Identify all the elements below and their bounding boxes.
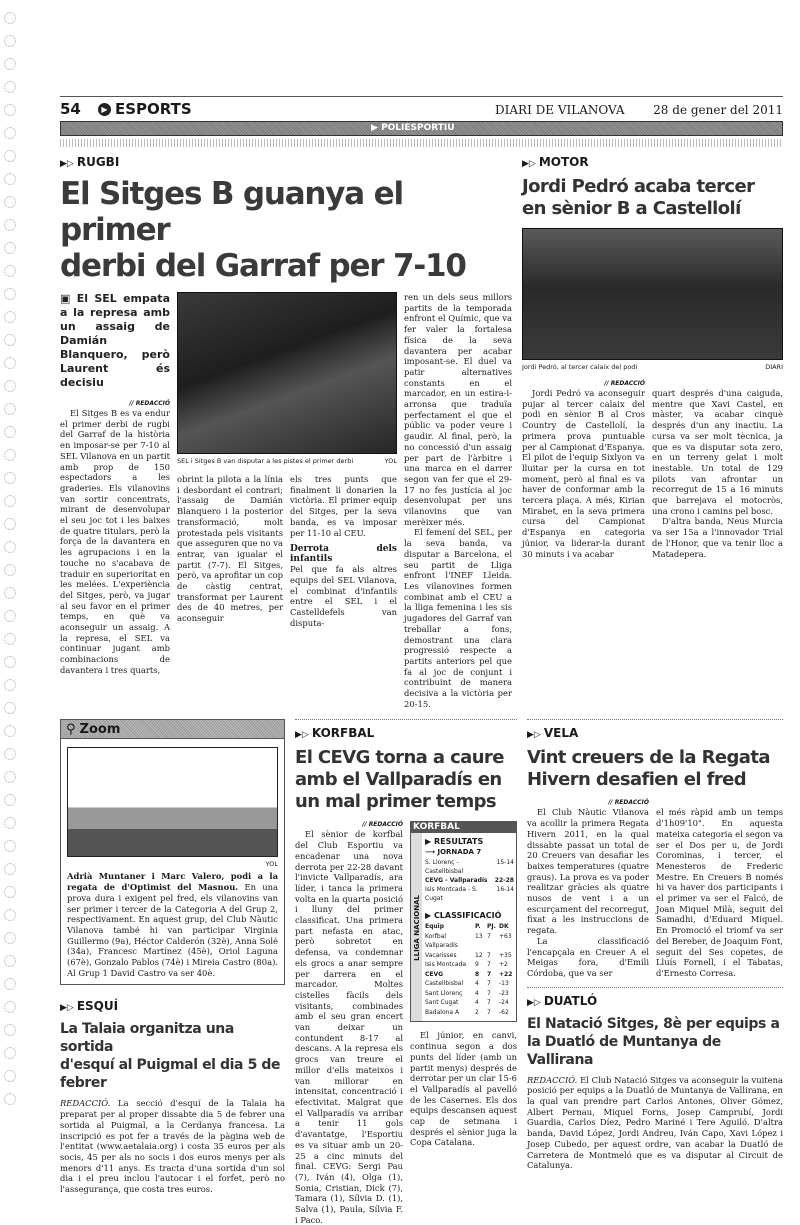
paragraph: Pel que fa als altres equips del SEL Vilanova, el combinat d'infantils entre el SEL i el Castelldefels van disputa- bbox=[290, 564, 397, 628]
double-triangle-icon: ▶▷ bbox=[60, 1003, 74, 1014]
duatlo-body bbox=[527, 1075, 783, 1171]
zoom-photo bbox=[67, 747, 278, 857]
table-body bbox=[411, 833, 516, 1021]
standings-cell: 8 bbox=[475, 970, 480, 978]
standings-cell: +22 bbox=[499, 970, 513, 978]
results-title-text: RESULTATS bbox=[433, 837, 484, 847]
paragraph: El júnior, en canvi, continua segon a dos punts del líder (amb un partit menys) després de derrotar per un clar 15-6 el Vallparadís al pavelló de les Casernes. Els dos equips descansen aquest cap de setmana i després el sènior juga la Copa Catalana. bbox=[410, 1030, 517, 1148]
vela-columns bbox=[527, 799, 783, 978]
paragraph: El Club Nàutic Vilanova va acollir la primera Regata Hivern 2011, en la qual dissabte passat un total de 20 Creuers van desafiar les baixes temperatures (quatre graus). La prova es va poder realitzar gràcies als quatre nusos de vent i a un escurçament del recorregut, fixat a les instruccions de regata. bbox=[527, 807, 649, 936]
headline-line: El Natació Sitges, 8è per equips a bbox=[527, 1015, 780, 1032]
result-score: 22-28 bbox=[494, 877, 514, 885]
kicker-label: ESQUÍ bbox=[76, 999, 119, 1014]
headline-line: d'esquí al Puigmal el dia 5 de febrer bbox=[60, 1057, 281, 1092]
motor-photo-caption bbox=[522, 363, 783, 372]
rugbi-lower-columns bbox=[177, 474, 397, 628]
zoom-header bbox=[61, 720, 284, 739]
binder-hole bbox=[4, 242, 16, 254]
binder-hole bbox=[4, 955, 16, 967]
headline-line: un mal primer temps bbox=[295, 791, 497, 813]
motor-col1 bbox=[522, 380, 645, 559]
rugbi-middle bbox=[177, 292, 397, 709]
column-header: P. bbox=[475, 923, 481, 931]
binder-hole bbox=[4, 35, 16, 47]
binder-hole bbox=[4, 610, 16, 622]
standings-cell: +2 bbox=[499, 961, 508, 969]
lead: REDACCIÓ. bbox=[60, 1098, 111, 1109]
top-row bbox=[60, 155, 783, 709]
standings-cell: 7 bbox=[487, 980, 491, 988]
paragraph: El Sitges B es va endur el primer derbi de rugbi del Garraf de la història en imposar-se per 7-10 al SEL Vilanova en un partit amb prop de 150 espectadors a les graderies. Els vilanovins van sortir concentrats, mirant de desenvolupar el seu joc tot i les baixes de quatre titulars, però la força de la davantera en les agrupacions i en la touche no s'acabava de traduir en superioritat en les melées. L'experiència del Sitges, però, va jugar al seu favor en el primer temps, en què va aconseguir un assaig. A la represa, el SEL va continuar jugant amb combinacions de davantera i tres quarts, bbox=[60, 408, 170, 675]
zoom-content bbox=[61, 739, 284, 984]
standings-team: Isis Montcada bbox=[425, 961, 467, 969]
standings-team: Korfbal Vallparadís bbox=[425, 932, 458, 950]
motor-headline bbox=[522, 176, 783, 220]
result-row bbox=[425, 876, 514, 885]
play-icon: ▶ bbox=[371, 123, 382, 133]
photo-credit: YOL bbox=[384, 457, 397, 465]
results-title bbox=[425, 837, 514, 846]
photo-credit: DIARI bbox=[765, 363, 783, 371]
binder-hole bbox=[4, 357, 16, 369]
binder-hole bbox=[4, 58, 16, 70]
rugbi-photo-caption bbox=[177, 457, 397, 466]
bottom-row bbox=[60, 719, 783, 1225]
dotted-divider bbox=[527, 987, 783, 988]
binder-hole bbox=[4, 1024, 16, 1036]
binder-hole bbox=[4, 1001, 16, 1013]
section-label: ESPORTS bbox=[115, 100, 192, 118]
kicker-rugbi bbox=[60, 155, 512, 172]
binder-hole bbox=[4, 288, 16, 300]
zoom-label: Zoom bbox=[79, 721, 121, 737]
standings-cell: -23 bbox=[499, 989, 509, 997]
headline-line: Jordi Pedró acaba tercer bbox=[522, 176, 755, 197]
table-content bbox=[422, 833, 516, 1021]
rugbi-article bbox=[60, 155, 512, 709]
binder-hole bbox=[4, 725, 16, 737]
korfbal-columns bbox=[295, 821, 517, 1225]
kicker-label: DUATLÓ bbox=[543, 993, 598, 1008]
standings-team: Sant Llorenç bbox=[425, 989, 463, 997]
byline: // REDACCIÓ bbox=[129, 400, 170, 407]
paragraph: La classificació l'encapçala en Creuer A el Meigas fora, d'Emili Córdoba, que va ser bbox=[527, 935, 649, 978]
kicker-duatlo bbox=[527, 994, 783, 1011]
result-match: S. Llorenç - Castellbisbal bbox=[425, 859, 464, 876]
korfbal-col2-wrap bbox=[410, 821, 517, 1225]
section-title bbox=[98, 100, 192, 118]
binder-hole bbox=[4, 886, 16, 898]
standings-cell: 12 bbox=[475, 951, 483, 959]
play-icon: ▶ bbox=[425, 911, 434, 921]
binder-hole bbox=[4, 1047, 16, 1059]
binder-hole bbox=[4, 909, 16, 921]
standings-cell: 4 bbox=[475, 989, 479, 997]
table-side-label bbox=[411, 833, 422, 1021]
vela-col1 bbox=[527, 799, 649, 978]
standings-cell: -13 bbox=[499, 980, 509, 988]
standings-cell: 7 bbox=[487, 1008, 491, 1016]
paragraph: D'altra banda, Neus Murcia va ser 15a a l'innovador Trial de l'Honor, que va tenir lloc a Matadepera. bbox=[652, 516, 783, 559]
result-score: 16-14 bbox=[496, 886, 514, 894]
zoom-caption bbox=[67, 871, 278, 978]
headline-line: El CEVG torna a caure bbox=[295, 747, 504, 769]
rugbi-columns bbox=[60, 292, 512, 709]
headline-line: Vint creuers de la Regata bbox=[527, 747, 770, 769]
binder-hole bbox=[4, 104, 16, 116]
kicker-korfbal bbox=[295, 726, 517, 743]
byline: // REDACCIÓ bbox=[362, 821, 403, 829]
standings-cell: 2 bbox=[475, 1008, 479, 1016]
binder-hole bbox=[4, 1070, 16, 1082]
binder-hole bbox=[4, 633, 16, 645]
masthead bbox=[60, 96, 783, 121]
headline-line: Hivern desafien el fred bbox=[527, 769, 747, 791]
binder-hole bbox=[4, 840, 16, 852]
binder-hole bbox=[4, 656, 16, 668]
paragraph: La secció d'esquí de la Talaia ha preparat per al proper dissabte dia 5 de febrer una sortida al Puigmal, a la Cerdanya francesa. La inscripció es pot fer a través de la pàgina web de l'entitat (www.aetalaia.org) i costa 35 euros per als socis, 45 per als no socis i dos euros menys per als menors d'11 anys. Es tracta d'una sortida d'un sol dia i el preu inclou l'autocar i el forfet, però no l'assegurança, que costa tres euros. bbox=[60, 1098, 285, 1195]
caption-text: SEL i Sitges B van disputar a les pistes el primer derbi bbox=[177, 457, 354, 465]
byline: // REDACCIÓ bbox=[604, 380, 645, 387]
rugbi-col3 bbox=[290, 474, 397, 628]
double-triangle-icon: ▶▷ bbox=[60, 159, 74, 169]
binder-hole bbox=[4, 334, 16, 346]
subsection-label: POLIESPORTIU bbox=[381, 123, 455, 133]
column-header: PJ. bbox=[487, 923, 496, 931]
standings-cell: 7 bbox=[487, 951, 491, 959]
binder-hole bbox=[4, 748, 16, 760]
column-header: DK bbox=[499, 923, 509, 931]
binder-hole bbox=[4, 81, 16, 93]
binder-hole bbox=[4, 403, 16, 415]
arrow-circle-icon: ▶ bbox=[98, 103, 111, 116]
play-icon: ▶ bbox=[425, 837, 434, 847]
binder-hole bbox=[4, 978, 16, 990]
standings-cell: +63 bbox=[499, 932, 512, 940]
standings-team: Vacarisses bbox=[425, 951, 457, 959]
round-label bbox=[425, 848, 514, 856]
korfbal-headline bbox=[295, 747, 517, 813]
binder-hole bbox=[4, 932, 16, 944]
standings-cell: 7 bbox=[487, 961, 491, 969]
standings-cell: 7 bbox=[487, 970, 492, 978]
duatlo-headline bbox=[527, 1015, 783, 1069]
magnifier-icon: ⚲ bbox=[66, 721, 76, 737]
standings-team: Castellbisbal bbox=[425, 980, 464, 988]
vela-headline bbox=[527, 747, 783, 791]
kicker-vela bbox=[527, 726, 783, 743]
rugbi-col1 bbox=[60, 292, 170, 709]
page-number: 54 bbox=[60, 100, 81, 118]
binder-hole bbox=[4, 426, 16, 438]
vela-col2 bbox=[656, 799, 783, 978]
rugbi-headline bbox=[60, 176, 512, 284]
double-triangle-icon: ▶▷ bbox=[295, 730, 309, 741]
paragraph: els tres punts que finalment li donarien la victòria. El primer equip del Sitges, per la seva banda, es va imposar per 11-10 al CEU. bbox=[290, 474, 397, 538]
standings-team: Sant Cugat bbox=[425, 999, 459, 1007]
binder-hole bbox=[4, 817, 16, 829]
binder-hole bbox=[4, 587, 16, 599]
result-row bbox=[425, 885, 514, 903]
result-match: CEVG - Vallparadís bbox=[425, 877, 488, 885]
column-header: Equip bbox=[425, 923, 445, 931]
table-header: KORFBAL bbox=[411, 822, 516, 833]
standings-cell: 7 bbox=[487, 999, 491, 1007]
arrow-icon: ⟶ bbox=[425, 848, 438, 857]
photo-credit: YOL bbox=[265, 860, 278, 869]
binder-hole bbox=[4, 771, 16, 783]
headline-line: El Sitges B guanya el primer bbox=[60, 176, 403, 248]
binder-hole bbox=[4, 472, 16, 484]
standings-cell: 9 bbox=[475, 961, 479, 969]
binder-hole bbox=[4, 1093, 16, 1105]
binder-hole bbox=[4, 150, 16, 162]
paragraph: Jordi Pedró va aconseguir pujar al tercer calaix del podi en sènior B al Cros Country de Castellolí, la primera prova puntuable per al Campionat d'Espanya. El pilot de l'equip Sixlyon va lluitar per la cursa en tot moment, però al final es va haver de conformar amb la tercera plaça. A més, Kirian Mirabet, en la seva primera cursa del Campionat d'Espanya en categoria júnior, va liderar-la durant 30 minuts i va acabar bbox=[522, 388, 645, 559]
zoom-box bbox=[60, 719, 285, 985]
dotted-rule bbox=[60, 139, 783, 147]
double-triangle-icon: ▶▷ bbox=[527, 730, 541, 741]
paragraph: obrint la pilota a la línia i desbordant el contrari; l'assaig de Damián Blanquero i la posterior transformació, molt protestada pels visitants que asseguren que no va entrar, van igualar el partit (7-7). El Sitges, però, va aprofitar un cop de càstig centrat, transformat per Laurent des de 40 metres, per aconseguir bbox=[177, 474, 283, 624]
headline-line: derbi del Garraf per 7-10 bbox=[60, 248, 466, 284]
rugbi-col2 bbox=[177, 474, 283, 628]
esqui-body bbox=[60, 1098, 285, 1194]
paragraph: quart després d'una caiguda, mentre que Xavi Castel, en màster, va acabar cinquè després d'un any inactiu. La cursa va ser molt tècnica, ja que es va disputar sota zero, en un terreny gelat i molt inestable. Un total de 129 pilots van afrontar un recorregut de 15 a 16 minuts que barrejava el motocròs, una crono i camins pel bosc. bbox=[652, 388, 783, 516]
standings-title bbox=[425, 911, 514, 920]
kicker-esqui bbox=[60, 999, 285, 1016]
standings-cell: +35 bbox=[499, 951, 512, 959]
binder-hole bbox=[4, 12, 16, 24]
binder-hole bbox=[4, 679, 16, 691]
rugbi-deck bbox=[60, 292, 170, 390]
subhead: Derrota dels infantils bbox=[290, 544, 397, 565]
result-match: Isis Montcada - S. Cugat bbox=[425, 886, 478, 903]
subsection-bar bbox=[60, 121, 783, 136]
headline-line: amb el Vallparadís en bbox=[295, 769, 502, 791]
kicker-motor bbox=[522, 155, 783, 172]
result-row bbox=[425, 858, 514, 876]
binder-hole bbox=[4, 127, 16, 139]
binder-hole bbox=[4, 196, 16, 208]
paper-name: DIARI DE VILANOVA bbox=[495, 103, 625, 117]
kicker-label: KORFBAL bbox=[311, 726, 375, 741]
standings-cell: 4 bbox=[475, 999, 479, 1007]
standings-team: CEVG bbox=[425, 970, 444, 978]
standings-title-text: CLASSIFICACIÓ bbox=[433, 911, 502, 921]
binder-hole bbox=[4, 702, 16, 714]
motor-article bbox=[522, 155, 783, 709]
korfbal-table bbox=[410, 821, 517, 1022]
caption-text: Jordi Pedró, al tercer calaix del podi bbox=[522, 363, 638, 371]
kicker-label: RUGBI bbox=[76, 155, 120, 169]
lead: REDACCIÓ. bbox=[527, 1074, 578, 1085]
binder-hole bbox=[4, 518, 16, 530]
binder-hole bbox=[4, 380, 16, 392]
left-column bbox=[60, 719, 285, 1225]
paragraph: el més ràpid amb un temps d'1h09'10". En aquesta mateixa categoria el segon va ser el Dos per u, de Jordi Corominas, i tercer, el Menesteros de Frederic Mestre. En Creuers B només hi va haver dos participants i el primer va ser el Falcó, de Joan Miquel Milà, seguit del Samadhi, d'Eduard Miquel. En Promoció el triomf va ser del Bereber, de Joaquim Font, seguit del Ses copetes, de Lluís Fornell, i el Tabatas, d'Ernesto Corresa. bbox=[656, 807, 783, 978]
standings-cell: 7 bbox=[487, 989, 491, 997]
binder-hole bbox=[4, 541, 16, 553]
byline: // REDACCIÓ bbox=[608, 799, 649, 807]
motor-col2 bbox=[652, 380, 783, 559]
binder-hole bbox=[4, 219, 16, 231]
standings-cell: 7 bbox=[487, 932, 491, 940]
standings-cell: 13 bbox=[475, 932, 483, 940]
binder-hole bbox=[4, 449, 16, 461]
standings-cell: -24 bbox=[499, 999, 509, 1007]
headline-line: en sènior B a Castellolí bbox=[522, 198, 741, 219]
issue-date: 28 de gener del 2011 bbox=[653, 103, 783, 117]
dotted-divider bbox=[527, 719, 783, 720]
binder-hole bbox=[4, 495, 16, 507]
binder-hole bbox=[4, 173, 16, 185]
binder-hole bbox=[4, 311, 16, 323]
rugbi-col4 bbox=[404, 292, 512, 709]
rugbi-photo bbox=[177, 292, 397, 454]
paragraph: El sènior de korfbal del Club Esportiu va encadenar una nova derrota per 22-28 davant l'invicte Vallparadís, ara líder, i tanca la primera volta en la quarta posició i lluny del primer classificat. Una primera part nefasta en atac, però sobretot en defensa, va condemnar els grocs a anar sempre per darrera en el marcador. Moltes cistelles fàcils dels visitants, combinades amb el seu gran encert van deixar un contundent 8-17 al descans. A la represa els grocs van treure el millor d'ells mateixos i van millorar en intensitat, concentració i efectivitat. Malgrat que el Vallparadís va arribar a tenir 11 gols d'avantatge, l'Esportiu es va situar amb un 20-25 a cinc minuts del final. CEVG: Sergi Pau (7), Iván (4), Olga (1), Sonia, Cristian, Dick (7), Tamara (1), Sílvia D. (1), Salva (1), Paula, Sílvia F. i Paco. bbox=[295, 829, 403, 1225]
standings-table bbox=[425, 922, 514, 1017]
double-triangle-icon: ▶▷ bbox=[522, 159, 536, 169]
kicker-label: VELA bbox=[543, 726, 579, 741]
side-label-text: LLIGA NACIONAL bbox=[412, 894, 421, 961]
motor-columns bbox=[522, 380, 783, 559]
standings-team: Badalona A bbox=[425, 1008, 460, 1016]
korfbal-col1 bbox=[295, 821, 403, 1225]
deck-text: El SEL empata a la represa amb un assaig de Damián Blanquero, però Laurent és decisiu bbox=[60, 292, 170, 389]
caption-text: En una prova dura i exigent pel fred, els vilanovins van ser primer i tercer de la Categoria A del Grup 2, respectivament. En aquest grup, del Club Nàutic Vilanova també hi van participar Virginia Guillermo (9a), Héctor Calderón (32è), Anna Solé (34a), Francesc Martínez (45è), Oriol Laguna (67è), Gonzalo Pablos (74è) i Mireia Castro (80a). Al Grup 1 David Castro va ser 40è. bbox=[67, 882, 279, 978]
esqui-headline bbox=[60, 1020, 285, 1092]
binder-hole bbox=[4, 564, 16, 576]
double-triangle-icon: ▶▷ bbox=[527, 997, 541, 1008]
binder-hole bbox=[4, 794, 16, 806]
binder-hole bbox=[4, 863, 16, 875]
binder-holes bbox=[4, 0, 18, 1132]
right-column bbox=[527, 719, 783, 1225]
paragraph: El femení del SEL, per la seva banda, va disputar a Barcelona, el seu partit de Lliga enfront l'INEF Lleida. Les vilanovines formen combinat amb el CEU a la lliga femenina i les sis jugadores del Garraf van treballar a fons, demostrant una clara progressió respecte a partits anteriors pel que fa al joc de conjunt i contribuint de manera decisiva a la victòria per 20-15. bbox=[404, 527, 512, 709]
paragraph: El Club Natació Sitges va aconseguir la vuitena posició per equips a la Duatló de Muntanya de Vallirana, en la qual van prendre part Carlos Antones, Oliver Gómez, Albert Pernau, Miquel Forns, Josep Camprubí, Jordi Guardia, Carlos Díez, Pedro Mariné i Tere Aguiló. D'altra banda, David López, Jordi Andreu, Iván Capo, Xavi López i Josep Cubedo, per aquest ordre, van acabar la Duatló de Carretera de Montmeló que es va disputar al Circuit de Catalunya. bbox=[527, 1074, 783, 1171]
binder-hole bbox=[4, 265, 16, 277]
headline-line: La Talaia organitza una sortida bbox=[60, 1021, 234, 1056]
standings-cell: -62 bbox=[499, 1008, 509, 1016]
korfbal-article bbox=[295, 719, 517, 1225]
round-text: JORNADA 7 bbox=[437, 848, 482, 857]
newspaper-page bbox=[60, 96, 783, 1225]
results-list bbox=[425, 858, 514, 903]
caption-bold: Adrià Muntaner i Marc Valero, podi a la regata de d'Optimist del Masnou. bbox=[67, 871, 278, 893]
result-score: 15-14 bbox=[496, 859, 514, 867]
paragraph: ren un dels seus millors partits de la temporada enfront el Químic, que va fer valer la fortalesa física de la seva davantera per acabar imposant-se. El duel va patir alternatives constants en el marcador, en un estira-i-arronsa que traduïa perfectament el que el públic va poder veure i gaudir. Al final, però, la no concessió d'un assaig per part de l'àrbitre i una marca en el darrer segon van fer que el 29-17 no fes justícia al joc desenvolupat per uns vilanovins que van merèixer més. bbox=[404, 292, 512, 527]
headline-line: la Duatló de Muntanya de Vallirana bbox=[527, 1033, 721, 1068]
motor-photo bbox=[522, 228, 783, 360]
square-bullet-icon: ▣ bbox=[60, 292, 77, 305]
kicker-label: MOTOR bbox=[538, 155, 589, 169]
standings-cell: 4 bbox=[475, 980, 479, 988]
korfbal-col2 bbox=[410, 1030, 517, 1148]
dotted-divider bbox=[295, 719, 517, 720]
